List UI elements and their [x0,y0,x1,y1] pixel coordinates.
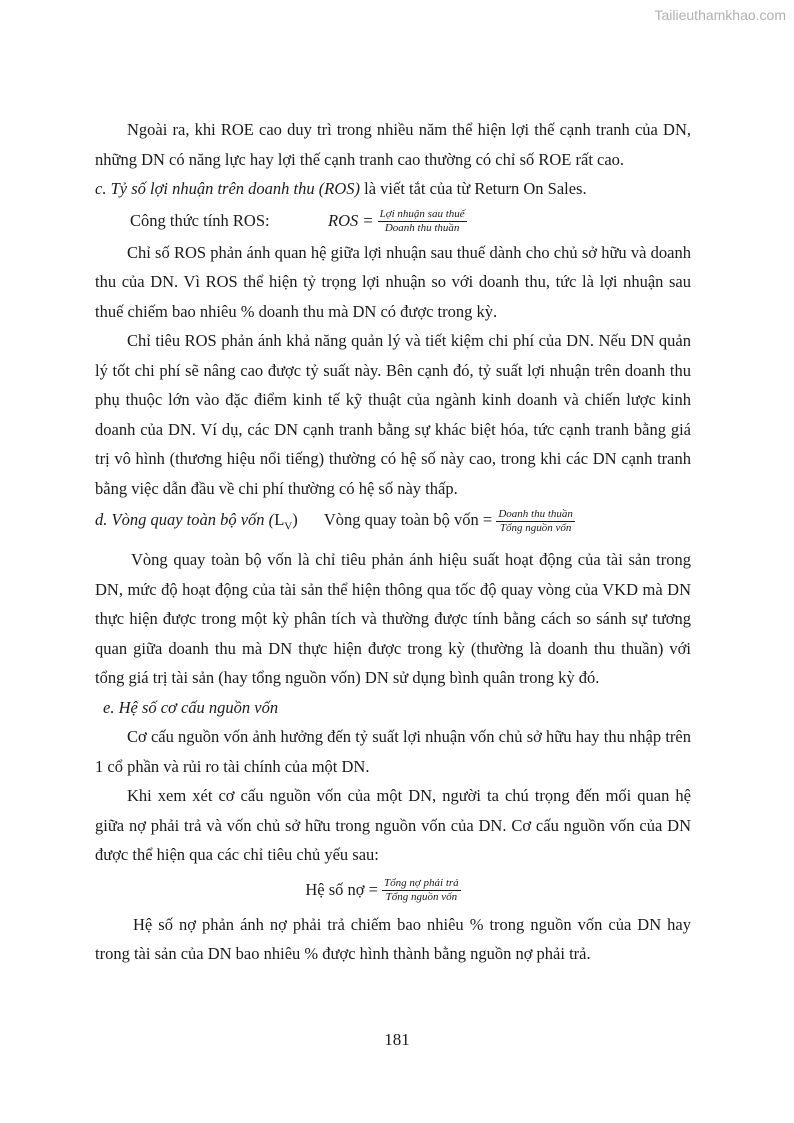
watermark: Tailieuthamkhao.com [654,7,786,23]
formula-ros-label: Công thức tính ROS: [130,210,270,230]
paragraph-capital-structure: Cơ cấu nguồn vốn ảnh hưởng đến tỷ suất lợi nhuận vốn chủ sở hữu hay thu nhập trên 1 cổ phần và rủi ro tài chính của một DN. [95,727,691,776]
formula-debt-numerator: Tổng nợ phải trả [384,877,459,890]
formula-debt-denominator: Tổng nguồn vốn [385,891,458,904]
page-body [95,115,691,969]
formula-ros [95,204,691,238]
formula-debt-lhs: Hệ số nợ = [305,879,378,899]
formula-lv-lhs: Vòng quay toàn bộ vốn = [323,510,493,529]
formula-ros-lhs: ROS = [328,210,374,230]
formula-lv-denominator: Tổng nguồn vốn [499,521,572,534]
paragraph-ros-management: Chỉ tiêu ROS phản ánh khả năng quản lý và tiết kiệm chi phí của DN. Nếu DN quản lý tốt chi phí sẽ nâng cao được tỷ suất này. Bên cạnh đó, tỷ suất lợi nhuận trên doanh thu phụ thuộc lớn vào đặc điểm kinh tế kỹ thuật của ngành kinh doanh và chiến lược kinh doanh của DN. Ví dụ, các DN cạnh tranh bằng sự khác biệt hóa, tức cạnh tranh bằng giá trị vô hình (thương hiệu nổi tiếng) thường có hệ số này cao, trong khi các DN cạnh tranh bằng việc dẫn đầu về chi phí thường có hệ số này thấp. [95,331,691,498]
formula-lv-fraction [496,508,575,535]
heading-capital-structure: e. Hệ số cơ cấu nguồn vốn [103,697,279,717]
formula-debt-fraction [382,877,461,904]
formula-ros-fraction [378,208,467,235]
heading-lv-close: ) [292,510,298,529]
formula-debt-ratio [95,870,691,910]
heading-lv-subscript: V [284,520,293,533]
heading-ros [95,174,691,204]
paragraph-lv: Vòng quay toàn bộ vốn là chỉ tiêu phản ánh hiệu suất hoạt động của tài sản trong DN, mức độ hoạt động của tài sản thể hiện thông qua tốc độ quay vòng của VKD mà DN thực hiện được trong một kỳ phân tích và thường được tính bằng cách so sánh sự tương quan giữa doanh thu mà DN thực hiện được trong kỳ (thường là doanh thu thuần) với tổng giá trị tài sản (hay tổng nguồn vốn) DN sử dụng bình quân trong kỳ đó. [95,550,691,687]
heading-lv-symbol: L [274,510,285,529]
heading-lv-title: d. Vòng quay toàn bộ vốn ( [95,510,275,529]
heading-ros-rest: là viết tắt của từ Return On Sales. [360,179,587,198]
page-number: 181 [384,1030,410,1049]
heading-ros-title: c. Tỷ số lợi nhuận trên doanh thu (ROS) [95,179,360,198]
paragraph-debt-equity: Khi xem xét cơ cấu nguồn vốn của một DN, người ta chú trọng đến mối quan hệ giữa nợ phải trả và vốn chủ sở hữu trong nguồn vốn của DN. Cơ cấu nguồn vốn của DN được thể hiện qua các chỉ tiêu chủ yếu sau: [95,786,691,864]
formula-lv-numerator: Doanh thu thuần [498,507,573,520]
formula-ros-numerator: Lợi nhuận sau thuế [379,208,465,221]
paragraph-debt-ratio: Hệ số nợ phản ánh nợ phải trả chiếm bao nhiêu % trong nguồn vốn của DN hay trong tài sản của DN bao nhiêu % được hình thành bằng nguồn nợ phải trả. [95,914,691,963]
paragraph-roe: Ngoài ra, khi ROE cao duy trì trong nhiều năm thể hiện lợi thế cạnh tranh của DN, những DN có năng lực hay lợi thế cạnh tranh cao thường có chỉ số ROE rất cao. [95,120,691,169]
formula-ros-denominator: Doanh thu thuần [384,222,460,235]
paragraph-ros-meaning: Chỉ số ROS phản ánh quan hệ giữa lợi nhuận sau thuế dành cho chủ sở hữu và doanh thu của DN. Vì ROS thể hiện tỷ trọng lợi nhuận so với doanh thu, tức là lợi nhuận sau thuế chiếm bao nhiêu % doanh thu mà DN có được trong kỳ. [95,242,691,321]
heading-lv [95,503,691,537]
